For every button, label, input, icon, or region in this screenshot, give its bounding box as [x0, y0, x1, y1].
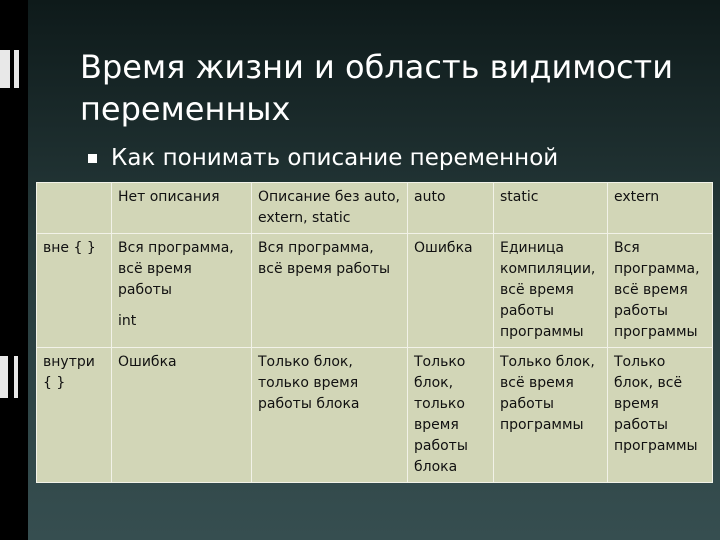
table-row — [37, 234, 713, 348]
table-cell: Единица компиляции, всё время работы программы — [494, 234, 608, 348]
table-cell: Только блок, всё время работы программы — [494, 348, 608, 483]
table-cell: Ошибка — [408, 234, 494, 348]
bullet-item — [88, 143, 558, 173]
table-cell: Вся программа, всё время работы программы — [608, 234, 713, 348]
table-cell: Вся программа, всё время работы — [252, 234, 408, 348]
table-cell: Ошибка — [112, 348, 252, 483]
square-bullet-icon — [88, 154, 97, 163]
type-note: int — [118, 313, 137, 329]
row-label: вне { } — [37, 234, 112, 348]
table-header-cell: auto — [408, 183, 494, 234]
table-header-cell: extern — [608, 183, 713, 234]
table-cell: Только блок, только время работы блока — [408, 348, 494, 483]
table-cell — [112, 234, 252, 348]
table-header-cell: Нет описания — [112, 183, 252, 234]
scope-table — [36, 182, 713, 483]
bullet-text: Как понимать описание переменной — [111, 145, 559, 171]
table-header-cell: static — [494, 183, 608, 234]
table-cell: Только блок, всё время работы программы — [608, 348, 713, 483]
table-header-row — [37, 183, 713, 234]
table-cell: Только блок, только время работы блока — [252, 348, 408, 483]
row-label: внутри { } — [37, 348, 112, 483]
decor-bar — [14, 50, 19, 88]
cell-text: Вся программа, всё время работы — [118, 240, 234, 298]
slide-title: Время жизни и область видимости переменных — [80, 48, 673, 128]
table-row — [37, 348, 713, 483]
table-header-cell — [37, 183, 112, 234]
decor-bar — [0, 50, 10, 88]
decor-bar — [14, 356, 18, 398]
decor-bar — [0, 356, 8, 398]
table-header-cell: Описание без auto, extern, static — [252, 183, 408, 234]
